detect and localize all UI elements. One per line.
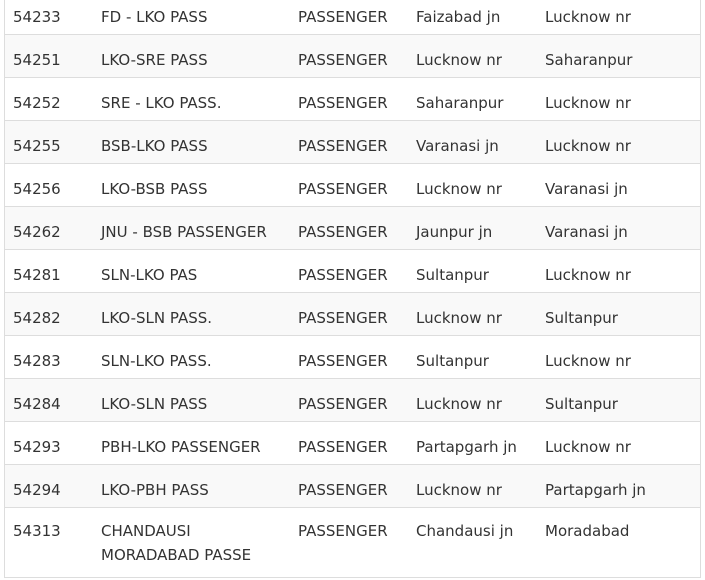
table-row[interactable] <box>5 508 700 578</box>
train-number: 54283 <box>13 352 61 370</box>
train-type: PASSENGER <box>298 481 388 499</box>
train-to-station: Varanasi jn <box>545 180 628 198</box>
train-from-station: Lucknow nr <box>416 481 502 499</box>
train-type: PASSENGER <box>298 266 388 284</box>
train-name: PBH-LKO PASSENGER <box>101 438 261 456</box>
table-row[interactable] <box>5 293 700 336</box>
train-number: 54282 <box>13 309 61 327</box>
train-to-station: Lucknow nr <box>545 352 631 370</box>
table-row[interactable] <box>5 164 700 207</box>
train-to-station: Lucknow nr <box>545 266 631 284</box>
train-type: PASSENGER <box>298 352 388 370</box>
train-to-station: Moradabad <box>545 522 630 540</box>
table-row[interactable] <box>5 0 700 35</box>
train-number: 54294 <box>13 481 61 499</box>
train-name: LKO-PBH PASS <box>101 481 209 499</box>
train-number: 54262 <box>13 223 61 241</box>
table-row[interactable] <box>5 35 700 78</box>
train-name: LKO-SRE PASS <box>101 51 208 69</box>
train-number: 54284 <box>13 395 61 413</box>
table-row[interactable] <box>5 78 700 121</box>
train-to-station: Sultanpur <box>545 309 618 327</box>
train-name: SLN-LKO PASS. <box>101 352 212 370</box>
train-to-station: Varanasi jn <box>545 223 628 241</box>
train-name: LKO-BSB PASS <box>101 180 208 198</box>
train-from-station: Chandausi jn <box>416 522 514 540</box>
train-type: PASSENGER <box>298 8 388 26</box>
train-type: PASSENGER <box>298 51 388 69</box>
train-number: 54293 <box>13 438 61 456</box>
train-type: PASSENGER <box>298 94 388 112</box>
train-name: SLN-LKO PAS <box>101 266 198 284</box>
train-from-station: Saharanpur <box>416 94 504 112</box>
train-to-station: Partapgarh jn <box>545 481 646 499</box>
train-from-station: Lucknow nr <box>416 180 502 198</box>
train-number: 54313 <box>13 522 61 540</box>
train-number: 54255 <box>13 137 61 155</box>
train-to-station: Saharanpur <box>545 51 633 69</box>
train-number: 54233 <box>13 8 61 26</box>
train-from-station: Jaunpur jn <box>416 223 493 241</box>
train-to-station: Sultanpur <box>545 395 618 413</box>
train-to-station: Lucknow nr <box>545 8 631 26</box>
train-from-station: Lucknow nr <box>416 51 502 69</box>
train-name: CHANDAUSI MORADABAD PASSE <box>101 522 252 564</box>
train-from-station: Lucknow nr <box>416 395 502 413</box>
table-row[interactable] <box>5 465 700 508</box>
train-name: FD - LKO PASS <box>101 8 208 26</box>
trains-table <box>4 0 701 578</box>
train-type: PASSENGER <box>298 395 388 413</box>
train-from-station: Varanasi jn <box>416 137 499 155</box>
train-from-station: Lucknow nr <box>416 309 502 327</box>
train-to-station: Lucknow nr <box>545 137 631 155</box>
train-from-station: Sultanpur <box>416 352 489 370</box>
train-to-station: Lucknow nr <box>545 438 631 456</box>
train-name: LKO-SLN PASS. <box>101 309 213 327</box>
table-row[interactable] <box>5 422 700 465</box>
table-row[interactable] <box>5 336 700 379</box>
train-from-station: Partapgarh jn <box>416 438 517 456</box>
table-row[interactable] <box>5 250 700 293</box>
train-name: BSB-LKO PASS <box>101 137 208 155</box>
train-number: 54256 <box>13 180 61 198</box>
table-row[interactable] <box>5 379 700 422</box>
train-name: JNU - BSB PASSENGER <box>101 223 267 241</box>
train-from-station: Faizabad jn <box>416 8 501 26</box>
train-number: 54251 <box>13 51 61 69</box>
train-type: PASSENGER <box>298 223 388 241</box>
train-from-station: Sultanpur <box>416 266 489 284</box>
train-to-station: Lucknow nr <box>545 94 631 112</box>
train-type: PASSENGER <box>298 137 388 155</box>
train-name: LKO-SLN PASS <box>101 395 208 413</box>
table-row[interactable] <box>5 121 700 164</box>
train-type: PASSENGER <box>298 522 388 540</box>
train-type: PASSENGER <box>298 309 388 327</box>
train-type: PASSENGER <box>298 438 388 456</box>
train-number: 54252 <box>13 94 61 112</box>
train-type: PASSENGER <box>298 180 388 198</box>
train-name: SRE - LKO PASS. <box>101 94 222 112</box>
train-number: 54281 <box>13 266 61 284</box>
table-row[interactable] <box>5 207 700 250</box>
